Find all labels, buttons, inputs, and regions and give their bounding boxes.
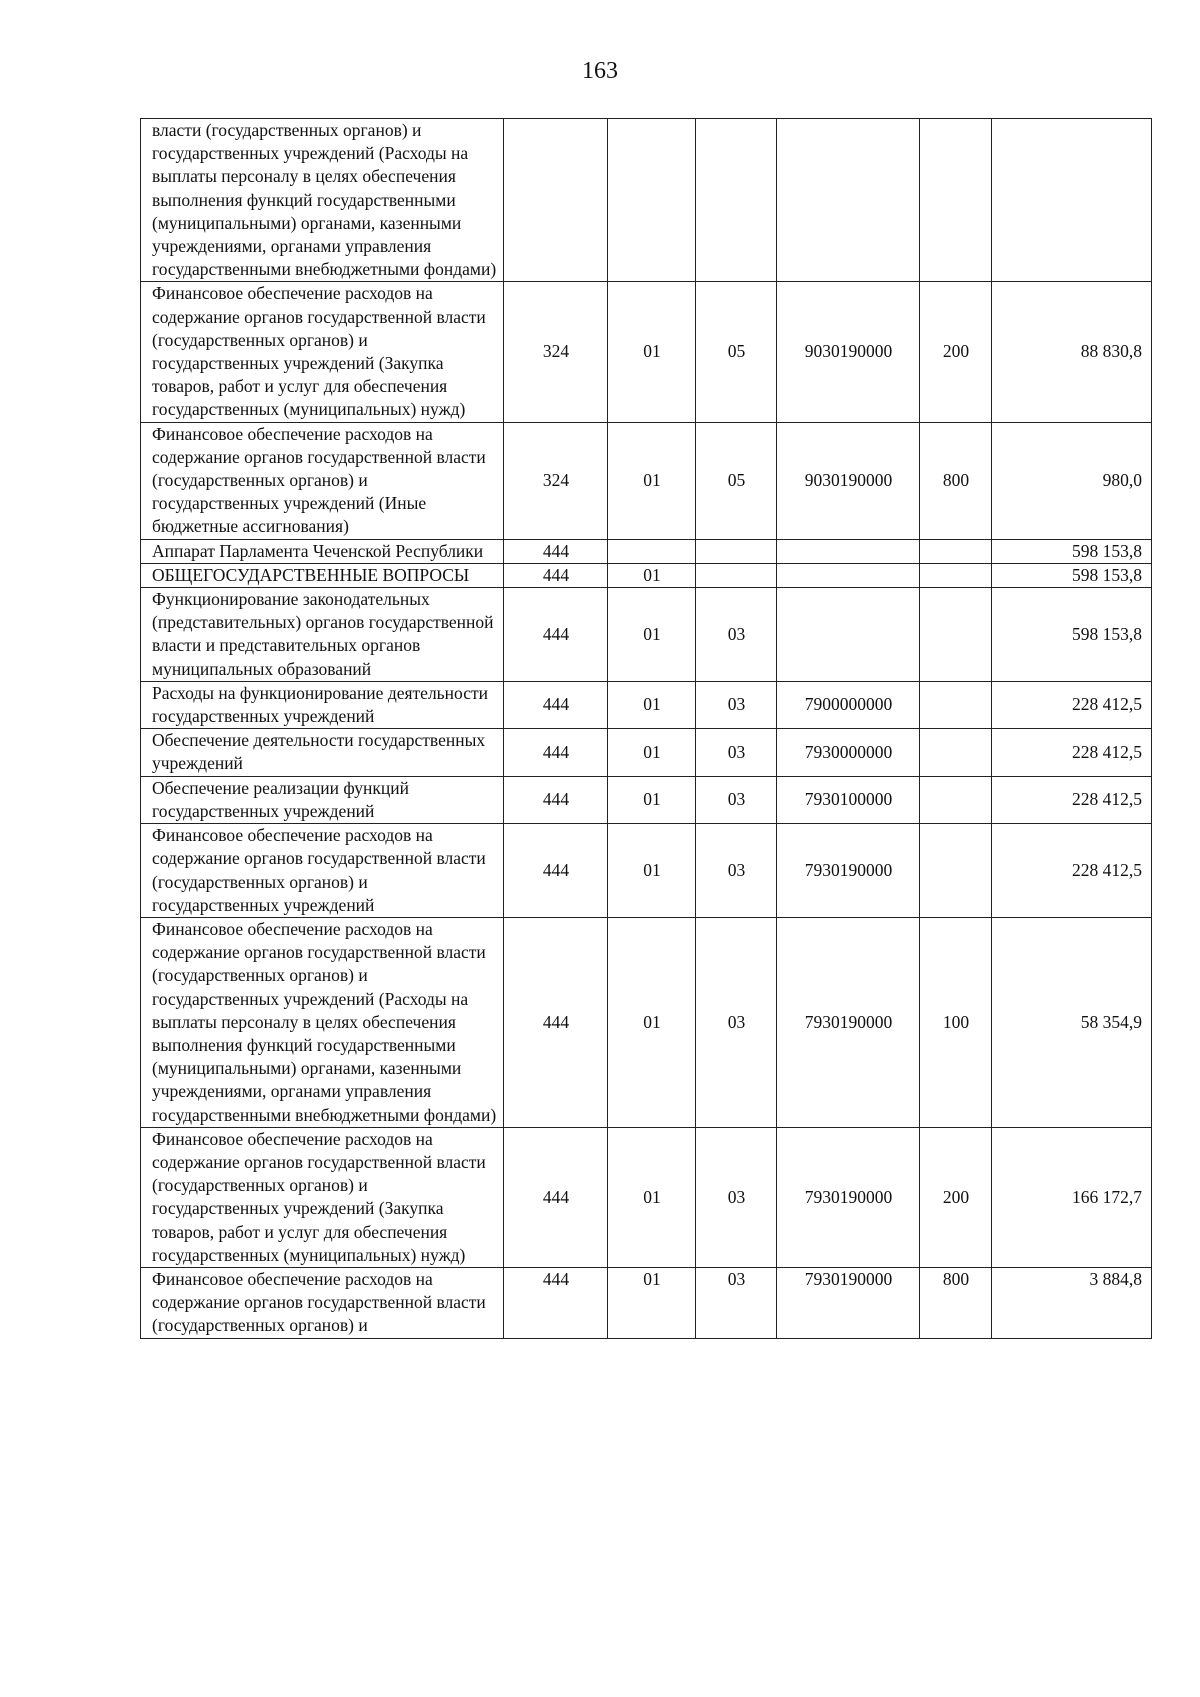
cell-expense-type bbox=[920, 681, 992, 728]
cell-ministry-code bbox=[504, 119, 608, 282]
cell-ministry-code: 444 bbox=[504, 681, 608, 728]
table-row bbox=[141, 824, 1152, 918]
table-row bbox=[141, 729, 1152, 776]
cell-expense-type: 800 bbox=[920, 1267, 992, 1338]
cell-expense-type bbox=[920, 824, 992, 918]
cell-subsection-code: 03 bbox=[696, 681, 777, 728]
cell-expense-type bbox=[920, 119, 992, 282]
table-row bbox=[141, 539, 1152, 563]
table-row bbox=[141, 681, 1152, 728]
cell-ministry-code: 444 bbox=[504, 776, 608, 823]
cell-amount: 58 354,9 bbox=[992, 917, 1152, 1127]
cell-subsection-code: 03 bbox=[696, 824, 777, 918]
cell-section-code: 01 bbox=[608, 282, 696, 422]
table-row bbox=[141, 1127, 1152, 1267]
cell-target-article: 7930100000 bbox=[777, 776, 920, 823]
cell-subsection-code: 05 bbox=[696, 422, 777, 539]
cell-amount bbox=[992, 119, 1152, 282]
cell-section-code: 01 bbox=[608, 681, 696, 728]
cell-name: Финансовое обеспечение расходов на содержание органов государственной власти (государственных органов) и государственных учреждений (Иные бюджетные ассигнования) bbox=[141, 422, 504, 539]
cell-target-article: 7930190000 bbox=[777, 824, 920, 918]
table-row bbox=[141, 776, 1152, 823]
cell-expense-type: 200 bbox=[920, 1127, 992, 1267]
cell-name: Обеспечение деятельности государственных учреждений bbox=[141, 729, 504, 776]
table-row bbox=[141, 1267, 1152, 1338]
cell-amount: 598 153,8 bbox=[992, 563, 1152, 587]
cell-section-code: 01 bbox=[608, 1267, 696, 1338]
cell-amount: 166 172,7 bbox=[992, 1127, 1152, 1267]
cell-expense-type bbox=[920, 729, 992, 776]
cell-section-code: 01 bbox=[608, 422, 696, 539]
table-row bbox=[141, 588, 1152, 682]
cell-amount: 980,0 bbox=[992, 422, 1152, 539]
cell-subsection-code: 03 bbox=[696, 1127, 777, 1267]
cell-target-article: 9030190000 bbox=[777, 282, 920, 422]
cell-section-code: 01 bbox=[608, 563, 696, 587]
cell-name: Финансовое обеспечение расходов на содержание органов государственной власти (государственных органов) и государственных учреждений bbox=[141, 824, 504, 918]
cell-target-article: 7900000000 bbox=[777, 681, 920, 728]
cell-target-article bbox=[777, 119, 920, 282]
cell-expense-type bbox=[920, 588, 992, 682]
cell-target-article bbox=[777, 539, 920, 563]
cell-name: ОБЩЕГОСУДАРСТВЕННЫЕ ВОПРОСЫ bbox=[141, 563, 504, 587]
cell-name: Обеспечение реализации функций государственных учреждений bbox=[141, 776, 504, 823]
cell-ministry-code: 444 bbox=[504, 1267, 608, 1338]
cell-name: Функционирование законодательных (представительных) органов государственной власти и представительных органов муниципальных образований bbox=[141, 588, 504, 682]
cell-amount: 88 830,8 bbox=[992, 282, 1152, 422]
cell-ministry-code: 444 bbox=[504, 1127, 608, 1267]
cell-name: Финансовое обеспечение расходов на содержание органов государственной власти (государственных органов) и государственных учреждений (Расходы на выплаты персоналу в целях обеспечения выполнения функций государственными (муниципальными) органами, казенными учреждениями, органами управления государственными внебюджетными фондами) bbox=[141, 917, 504, 1127]
table-row bbox=[141, 119, 1152, 282]
cell-section-code: 01 bbox=[608, 729, 696, 776]
cell-target-article: 7930190000 bbox=[777, 917, 920, 1127]
cell-section-code bbox=[608, 119, 696, 282]
page-number: 163 bbox=[582, 58, 618, 84]
cell-expense-type bbox=[920, 539, 992, 563]
budget-table bbox=[140, 118, 1152, 1339]
cell-expense-type: 800 bbox=[920, 422, 992, 539]
cell-amount: 598 153,8 bbox=[992, 588, 1152, 682]
cell-target-article: 7930190000 bbox=[777, 1267, 920, 1338]
cell-ministry-code: 444 bbox=[504, 824, 608, 918]
cell-target-article: 9030190000 bbox=[777, 422, 920, 539]
table-body bbox=[141, 119, 1152, 1339]
cell-target-article: 7930000000 bbox=[777, 729, 920, 776]
cell-name: Расходы на функционирование деятельности государственных учреждений bbox=[141, 681, 504, 728]
cell-ministry-code: 444 bbox=[504, 729, 608, 776]
cell-amount: 228 412,5 bbox=[992, 776, 1152, 823]
table-row bbox=[141, 563, 1152, 587]
cell-amount: 228 412,5 bbox=[992, 681, 1152, 728]
table-row bbox=[141, 917, 1152, 1127]
cell-section-code: 01 bbox=[608, 588, 696, 682]
table-row bbox=[141, 422, 1152, 539]
cell-subsection-code: 03 bbox=[696, 917, 777, 1127]
cell-subsection-code: 03 bbox=[696, 729, 777, 776]
cell-ministry-code: 324 bbox=[504, 422, 608, 539]
cell-ministry-code: 444 bbox=[504, 917, 608, 1127]
cell-subsection-code: 03 bbox=[696, 776, 777, 823]
cell-subsection-code: 05 bbox=[696, 282, 777, 422]
cell-name: Финансовое обеспечение расходов на содержание органов государственной власти (государственных органов) и bbox=[141, 1267, 504, 1338]
cell-target-article bbox=[777, 588, 920, 682]
cell-ministry-code: 324 bbox=[504, 282, 608, 422]
cell-subsection-code: 03 bbox=[696, 588, 777, 682]
cell-subsection-code bbox=[696, 119, 777, 282]
table-row bbox=[141, 282, 1152, 422]
cell-ministry-code: 444 bbox=[504, 563, 608, 587]
cell-name: власти (государственных органов) и государственных учреждений (Расходы на выплаты персоналу в целях обеспечения выполнения функций государственными (муниципальными) органами, казенными учреждениями, органами управления государственными внебюджетными фондами) bbox=[141, 119, 504, 282]
cell-subsection-code: 03 bbox=[696, 1267, 777, 1338]
cell-target-article: 7930190000 bbox=[777, 1127, 920, 1267]
cell-amount: 228 412,5 bbox=[992, 729, 1152, 776]
cell-section-code: 01 bbox=[608, 824, 696, 918]
cell-amount: 3 884,8 bbox=[992, 1267, 1152, 1338]
cell-subsection-code bbox=[696, 563, 777, 587]
cell-name: Финансовое обеспечение расходов на содержание органов государственной власти (государственных органов) и государственных учреждений (Закупка товаров, работ и услуг для обеспечения государственных (муниципальных) нужд) bbox=[141, 1127, 504, 1267]
cell-amount: 228 412,5 bbox=[992, 824, 1152, 918]
cell-expense-type bbox=[920, 563, 992, 587]
cell-name: Аппарат Парламента Чеченской Республики bbox=[141, 539, 504, 563]
cell-section-code: 01 bbox=[608, 1127, 696, 1267]
cell-expense-type bbox=[920, 776, 992, 823]
cell-target-article bbox=[777, 563, 920, 587]
cell-expense-type: 100 bbox=[920, 917, 992, 1127]
cell-expense-type: 200 bbox=[920, 282, 992, 422]
cell-section-code: 01 bbox=[608, 776, 696, 823]
cell-ministry-code: 444 bbox=[504, 588, 608, 682]
cell-name: Финансовое обеспечение расходов на содержание органов государственной власти (государственных органов) и государственных учреждений (Закупка товаров, работ и услуг для обеспечения государственных (муниципальных) нужд) bbox=[141, 282, 504, 422]
cell-section-code: 01 bbox=[608, 917, 696, 1127]
cell-ministry-code: 444 bbox=[504, 539, 608, 563]
cell-subsection-code bbox=[696, 539, 777, 563]
cell-amount: 598 153,8 bbox=[992, 539, 1152, 563]
cell-section-code bbox=[608, 539, 696, 563]
